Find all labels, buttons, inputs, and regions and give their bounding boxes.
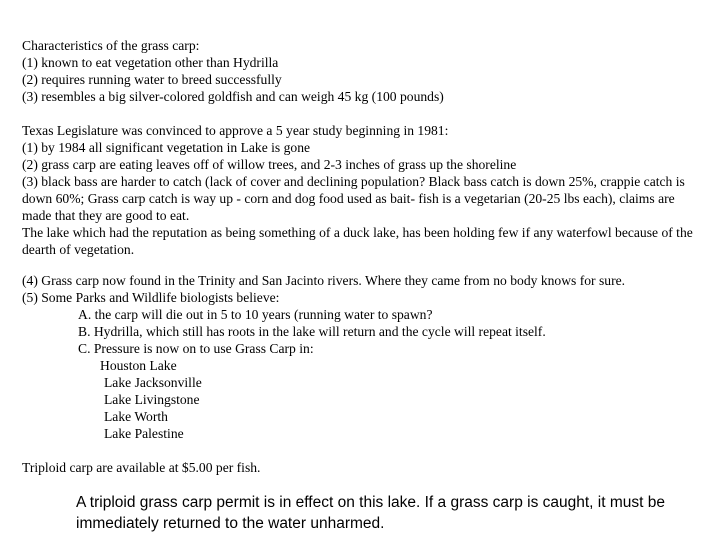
- lake-list-item: Lake Palestine: [104, 426, 184, 441]
- waterfowl-paragraph: The lake which had the reputation as being something of a duck lake, has been holding few if any waterfowl because of the dearth of vegetation.: [22, 225, 693, 257]
- study-item-bass: (3) black bass are harder to catch (lack of cover and declining population? Black bass catch is down 25%, crappie catch is down 60%; Grass carp catch is way up - corn and dog food used as bait- fish is a vegetarian (20-25 lbs each), claims are made that they are good to eat.: [22, 174, 685, 223]
- lake-list-item: Houston Lake: [100, 358, 177, 373]
- characteristic-item: (2) requires running water to breed successfully: [22, 72, 282, 87]
- study-heading: Texas Legislature was convinced to approve a 5 year study beginning in 1981:: [22, 123, 449, 138]
- triploid-price-note: Triploid carp are available at $5.00 per fish.: [22, 460, 261, 475]
- lake-list-item: Lake Livingstone: [104, 392, 200, 407]
- characteristics-heading: Characteristics of the grass carp:: [22, 38, 200, 53]
- belief-item-b: B. Hydrilla, which still has roots in the lake will return and the cycle will repeat itself.: [78, 324, 546, 339]
- study-item: (2) grass carp are eating leaves off of willow trees, and 2-3 inches of grass up the shoreline: [22, 157, 517, 172]
- rivers-item: (4) Grass carp now found in the Trinity and San Jacinto rivers. Where they came from no body knows for sure.: [22, 273, 626, 288]
- lake-list-item: Lake Worth: [104, 409, 168, 424]
- spacer: [22, 105, 712, 122]
- lake-list-item: Lake Jacksonville: [104, 375, 202, 390]
- belief-item-a: A. the carp will die out in 5 to 10 years (running water to spawn?: [78, 307, 433, 322]
- document-body: [22, 37, 712, 476]
- spacer: [22, 442, 712, 459]
- characteristic-item: (1) known to eat vegetation other than Hydrilla: [22, 55, 279, 70]
- biologists-item: (5) Some Parks and Wildlife biologists believe:: [22, 290, 280, 305]
- permit-notice: A triploid grass carp permit is in effect on this lake. If a grass carp is caught, it must be immediately returned to the water unharmed.: [76, 494, 665, 532]
- study-item: (1) by 1984 all significant vegetation in Lake is gone: [22, 140, 311, 155]
- belief-item-c: C. Pressure is now on to use Grass Carp in:: [78, 341, 314, 356]
- characteristic-item: (3) resembles a big silver-colored goldfish and can weigh 45 kg (100 pounds): [22, 89, 444, 104]
- spacer: [22, 258, 712, 272]
